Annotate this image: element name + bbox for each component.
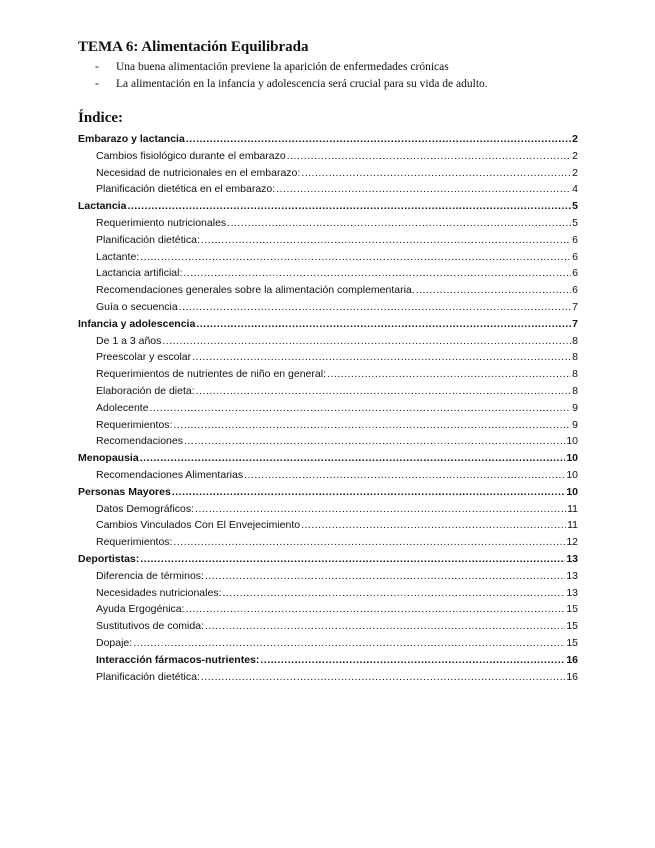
toc-dot-leader (276, 181, 571, 198)
toc-entry-label: Cambios Vinculados Con El Envejecimiento (96, 519, 301, 532)
toc-entry-label: Menopausia (78, 452, 139, 465)
toc-entry-label: Cambios fisiológico durante el embarazo (96, 149, 286, 162)
toc-entry-label: Personas Mayores (78, 485, 171, 498)
toc-dot-leader (205, 618, 565, 635)
toc-subsection-entry[interactable] (78, 366, 578, 383)
toc-subsection-entry[interactable] (78, 181, 578, 198)
toc-dot-leader (201, 669, 565, 686)
toc-page-number: 2 (572, 133, 578, 145)
toc-subsection-entry[interactable] (78, 148, 578, 165)
toc-dot-leader (127, 198, 571, 215)
bullet-text: La alimentación en la infancia y adolescencia será crucial para su vida de adulto. (116, 78, 488, 90)
toc-dot-leader (201, 232, 571, 249)
toc-page-number: 6 (572, 233, 578, 246)
toc-dot-leader (416, 282, 571, 299)
toc-page-number: 16 (566, 670, 578, 683)
toc-dot-leader (172, 484, 566, 501)
toc-entry-label: De 1 a 3 años (96, 334, 162, 347)
toc-subsection-entry[interactable] (78, 249, 578, 266)
toc-subsection-entry[interactable] (78, 501, 578, 518)
toc-dot-leader (196, 316, 571, 333)
toc-entry-label: Requerimiento nutricionales (96, 216, 227, 229)
toc-entry-label: Planificación dietética: (96, 233, 200, 246)
toc-entry-label: Elaboración de dieta: (96, 384, 195, 397)
toc-section-entry[interactable] (78, 484, 578, 501)
toc-subsection-entry[interactable] (78, 349, 578, 366)
toc-dot-leader (227, 215, 571, 232)
toc-entry-label: Datos Demográficos: (96, 502, 195, 515)
toc-dot-leader (184, 433, 565, 450)
toc-page-number: 4 (572, 183, 578, 196)
toc-subsection-entry[interactable] (78, 215, 578, 232)
toc-dot-leader (173, 417, 571, 434)
toc-page-number: 6 (572, 284, 578, 297)
toc-dot-leader (301, 517, 566, 534)
toc-entry-label: Lactancia artificial: (96, 267, 183, 280)
toc-subsection-entry[interactable] (78, 568, 578, 585)
toc-entry-label: Sustitutivos de comida: (96, 620, 204, 633)
toc-dot-leader (205, 568, 565, 585)
toc-entry-label: Requerimientos: (96, 536, 173, 549)
toc-page-number: 9 (572, 401, 578, 414)
toc-subsection-entry[interactable] (78, 299, 578, 316)
toc-subsection-entry[interactable] (78, 618, 578, 635)
toc-page-number: 10 (566, 452, 578, 465)
toc-page-number: 8 (572, 384, 578, 397)
toc-entry-label: Preescolar y escolar (96, 351, 192, 364)
toc-subsection-entry[interactable] (78, 467, 578, 484)
toc-dot-leader (195, 501, 566, 518)
toc-page-number: 11 (567, 502, 578, 515)
toc-entry-label: Embarazo y lactancia (78, 133, 185, 145)
toc-page-number: 10 (566, 435, 578, 448)
toc-dot-leader (327, 366, 571, 383)
bullet-item (95, 76, 488, 93)
toc-section-entry[interactable] (78, 551, 578, 568)
toc-dot-leader (133, 635, 565, 652)
toc-subsection-entry[interactable] (78, 400, 578, 417)
toc-subsection-entry[interactable] (78, 669, 578, 686)
toc-page-number: 16 (566, 653, 578, 666)
intro-bullet-list (95, 59, 488, 93)
document-title: TEMA 6: Alimentación Equilibrada (78, 39, 309, 55)
toc-subsection-entry[interactable] (78, 282, 578, 299)
toc-dot-leader (244, 467, 565, 484)
toc-entry-label: Dopaje: (96, 636, 133, 649)
toc-page-number: 8 (572, 351, 578, 364)
toc-page-number: 13 (566, 569, 578, 582)
toc-entry-label: Ayuda Ergogénica: (96, 603, 185, 616)
toc-subsection-entry[interactable] (78, 517, 578, 534)
toc-page-number: 8 (572, 334, 578, 347)
toc-entry-label: Requerimientos: (96, 418, 173, 431)
toc-section-entry[interactable] (78, 131, 578, 148)
toc-subsection-entry[interactable] (78, 333, 578, 350)
toc-dot-leader (162, 333, 571, 350)
toc-dot-leader (173, 534, 565, 551)
toc-page-number: 6 (572, 267, 578, 280)
toc-entry-label: Necesidades nutricionales: (96, 586, 222, 599)
toc-page-number: 6 (572, 250, 578, 263)
toc-page-number: 9 (572, 418, 578, 431)
toc-page-number: 7 (572, 300, 578, 313)
bullet-item (95, 59, 488, 76)
toc-entry-label: Necesidad de nutricionales en el embarazo: (96, 166, 301, 179)
toc-page-number: 2 (572, 149, 578, 162)
toc-subsection-entry[interactable] (78, 652, 578, 669)
toc-dot-leader (287, 148, 571, 165)
toc-entry-label: Planificación dietética en el embarazo: (96, 183, 276, 196)
toc-subsection-entry[interactable] (78, 534, 578, 551)
toc-entry-label: Infancia y adolescencia (78, 317, 196, 330)
toc-entry-label: Adolecente (96, 401, 149, 414)
toc-entry-label: Recomendaciones (96, 435, 183, 448)
bullet-dash: - (95, 78, 99, 90)
bullet-text: Una buena alimentación previene la aparición de enfermedades crónicas (116, 61, 449, 73)
toc-page-number: 10 (566, 485, 578, 498)
toc-page-number: 8 (572, 368, 578, 381)
index-heading: Índice: (78, 110, 123, 126)
toc-subsection-entry[interactable] (78, 433, 578, 450)
bullet-dash: - (95, 61, 99, 73)
table-of-contents (78, 131, 578, 685)
toc-entry-label: Deportistas: (78, 552, 140, 565)
toc-entry-label: Planificación dietética: (96, 670, 200, 683)
toc-dot-leader (260, 652, 565, 669)
toc-entry-label: Recomendaciones Alimentarias (96, 468, 244, 481)
toc-entry-label: Diferencia de términos: (96, 569, 204, 582)
toc-subsection-entry[interactable] (78, 383, 578, 400)
toc-dot-leader (150, 400, 572, 417)
toc-entry-label: Recomendaciones generales sobre la alimentación complementaria. (96, 284, 415, 297)
toc-page-number: 13 (566, 552, 578, 565)
toc-page-number: 15 (566, 620, 578, 633)
toc-subsection-entry[interactable] (78, 635, 578, 652)
toc-page-number: 11 (567, 519, 578, 532)
toc-entry-label: Requerimientos de nutrientes de niño en general: (96, 368, 326, 381)
toc-dot-leader (301, 165, 571, 182)
toc-subsection-entry[interactable] (78, 585, 578, 602)
toc-section-entry[interactable] (78, 316, 578, 333)
toc-subsection-entry[interactable] (78, 601, 578, 618)
toc-dot-leader (183, 265, 571, 282)
toc-page-number: 15 (566, 603, 578, 616)
toc-page-number: 5 (572, 200, 578, 213)
toc-entry-label: Guía o secuencia (96, 300, 178, 313)
toc-page-number: 13 (566, 586, 578, 599)
toc-subsection-entry[interactable] (78, 417, 578, 434)
toc-dot-leader (140, 551, 565, 568)
toc-dot-leader (186, 601, 566, 618)
toc-dot-leader (192, 349, 571, 366)
toc-page-number: 2 (572, 166, 578, 179)
toc-dot-leader (186, 131, 571, 148)
toc-section-entry[interactable] (78, 198, 578, 215)
toc-dot-leader (140, 249, 571, 266)
toc-subsection-entry[interactable] (78, 265, 578, 282)
toc-dot-leader (223, 585, 566, 602)
toc-subsection-entry[interactable] (78, 232, 578, 249)
toc-page-number: 10 (566, 468, 578, 481)
toc-section-entry[interactable] (78, 450, 578, 467)
toc-page-number: 7 (572, 317, 578, 330)
toc-dot-leader (179, 299, 571, 316)
toc-dot-leader (140, 450, 566, 467)
toc-page-number: 5 (572, 216, 578, 229)
toc-subsection-entry[interactable] (78, 165, 578, 182)
toc-entry-label: Lactancia (78, 200, 127, 213)
toc-page-number: 15 (566, 636, 578, 649)
toc-dot-leader (196, 383, 572, 400)
toc-entry-label: Interacción fármacos-nutrientes: (96, 653, 260, 666)
toc-page-number: 12 (566, 536, 578, 549)
toc-entry-label: Lactante: (96, 250, 140, 263)
